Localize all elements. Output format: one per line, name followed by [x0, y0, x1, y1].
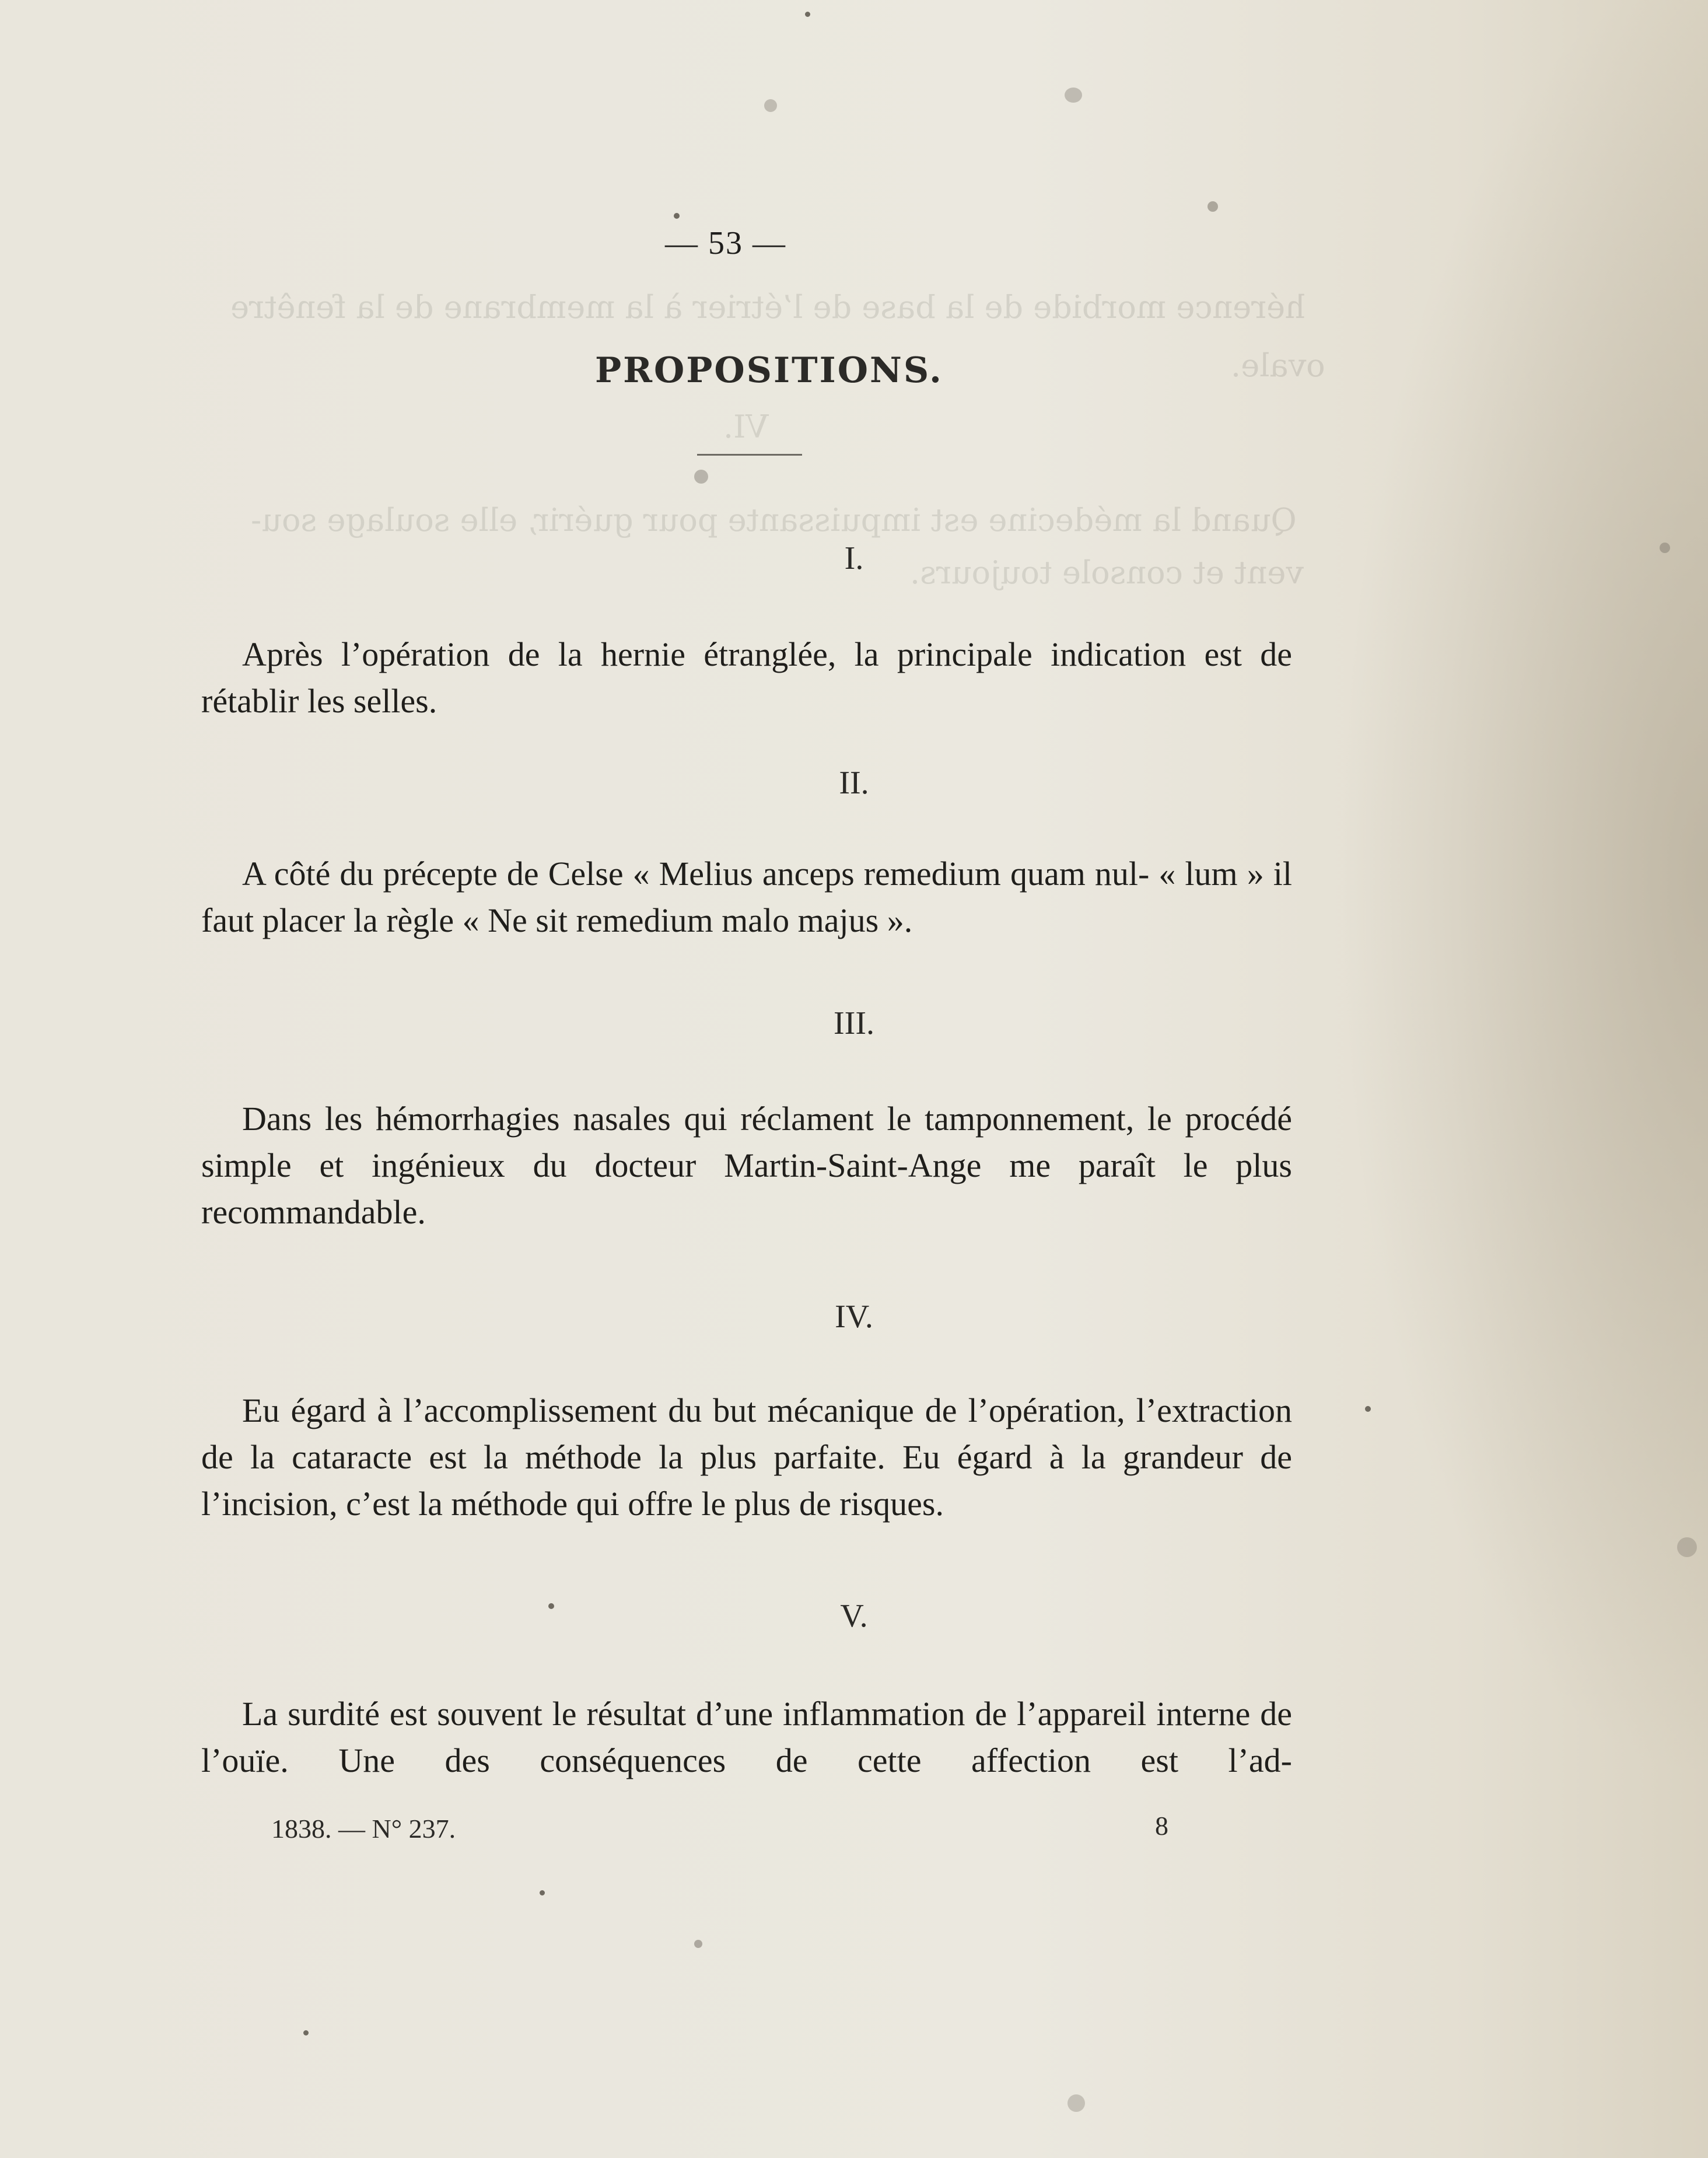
paper-speck — [1065, 88, 1082, 103]
proposition-text-1: Après l’opération de la hernie étranglée, la principale indication est de rétablir les selles. — [201, 635, 1292, 720]
paper-speck — [1208, 201, 1218, 212]
paper-speck — [303, 2030, 309, 2035]
paper-speck — [1068, 2094, 1085, 2112]
show-through-line-1: hérence morbide de la base de l’étrier à la membrane de la fenêtre — [230, 289, 1306, 326]
printer-imprint: 1838. — N° 237. — [271, 1814, 456, 1844]
proposition-text-2: A côté du précepte de Celse « Melius anceps remedium quam nul- « lum » il faut placer la règle « Ne sit remedium malo majus ». — [201, 855, 1292, 939]
signature-mark: 8 — [1155, 1811, 1168, 1841]
proposition-text-4: Eu égard à l’accomplissement du but mécanique de l’opération, l’extraction de la cataracte est la méthode la plus parfaite. Eu égard à la grandeur de l’incision, c’est la méthode qui offre le plus de risques. — [201, 1391, 1292, 1523]
paper-speck — [674, 213, 680, 219]
paper-speck — [1660, 543, 1670, 553]
paper-speck — [540, 1890, 545, 1895]
paper-speck — [1365, 1406, 1371, 1412]
proposition-numeral-2: II. — [839, 765, 869, 801]
title-rule — [697, 454, 802, 456]
show-through-numeral: VI. — [723, 408, 769, 445]
proposition-numeral-1: I. — [844, 540, 864, 576]
paper-speck — [548, 1603, 554, 1609]
paper-speck — [764, 99, 777, 112]
proposition-text-5: La surdité est souvent le résultat d’une inflammation de l’appareil interne de l’ouïe. Une des conséquences de cette affection est l’ad- — [201, 1695, 1292, 1779]
show-through-line-4: vent et console toujours. — [910, 554, 1304, 591]
proposition-numeral-4: IV. — [835, 1299, 873, 1335]
proposition-numeral-3: III. — [834, 1005, 874, 1041]
show-through-line-3: Quand la médecine est impuissante pour guérir, elle soulage sou- — [251, 502, 1297, 538]
paper-speck — [694, 1940, 702, 1948]
paper-speck — [805, 12, 810, 17]
show-through-line-2: ovale. — [1231, 347, 1325, 384]
proposition-numeral-5: V. — [840, 1598, 868, 1634]
paper-speck — [1677, 1537, 1697, 1557]
paper-speck — [694, 470, 708, 484]
proposition-text-3: Dans les hémorrhagies nasales qui réclament le tamponnement, le procédé simple et ingénieux du docteur Martin-Saint-Ange me paraît le plus recommandable. — [201, 1100, 1292, 1231]
page-number: — 53 — — [665, 225, 786, 261]
page-title: PROPOSITIONS. — [595, 350, 943, 391]
